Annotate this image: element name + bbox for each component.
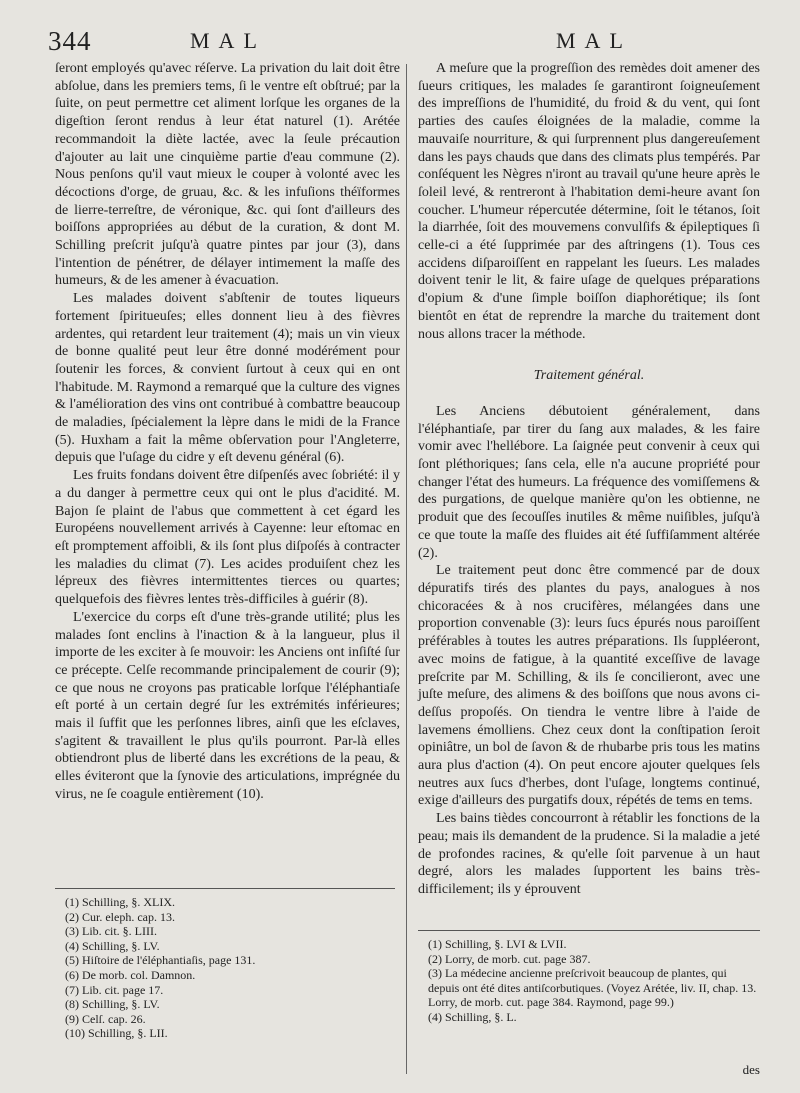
column-divider (406, 64, 407, 1074)
body-paragraph: Les Anciens débutoient généralement, dans l'éléphantiaſe, par tirer du ſang aux malades, & les faire vomir avec l'hellébore. La ſaignée peut convenir à ceux qui ſont pléthoriques; ſans cela, elle n'a aucune propriété pour changer l'état des humeurs. La fréquence des vomiſſemens & des purgations, de quelque manière qu'on les obtienne, ne produit que des ſecouſſes inutiles & même nuiſibles, juſqu'à ce que toute la maſſe des fluides ait été ſuffiſamment altérée (2). (418, 403, 760, 561)
footnote-rule (55, 888, 395, 889)
body-paragraph: ſeront employés qu'avec réſerve. La privation du lait doit être abſolue, dans les premiers tems, ſi le ventre eſt obſtrué; par la ſuite, on peut permettre cet aliment lorſque les organes de la digeſtion ſeront rendus à leur état naturel (1). Arétée recommandoit la diète lactée, avec la ſeule précaution d'ajouter au lait une cinquième partie d'eau commune (2). Nous penſons qu'il vaut mieux le couper à volonté avec les décoctions d'orge, de gruau, &c. & les infuſions théïformes de lierre-terreſtre, de véronique, &c. qui ſont d'ailleurs des boiſſons appropriées au début de la curation, & dont M. Schilling preſcrit juſqu'à quatre pintes par jour (3), dans l'intention de pénétrer, de délayer intimement la maſſe des humeurs, & de les amener à évacuation. (55, 61, 400, 289)
body-paragraph: A meſure que la progreſſion des remèdes doit amener des ſueurs critiques, les malades ſe garantiront ſoigneuſement des impreſſions de l'humidité, du froid & du vent, qui ſont parties des cauſes éloignées de la maladie, comme la mauvaiſe nourriture, & qui ſurprennent plus dangereuſement dans les pays chauds que dans des climats plus tempérés. Par conſéquent les Nègres n'iront au travail qu'une heure après le ſoleil levé, & rentreront à l'habitation demi-heure avant ſon coucher. L'humeur répercutée détermine, ſoit le tétanos, ſoit la diarrhée, ſoit des mouvemens convulſifs & épileptiques ſi celle-ci a été ſupprimée par des aſtringens (1). Tous ces accidens diſparoiſſent en rappelant les ſueurs. Les malades doivent tenir le lit, & faire uſage de quelques préparations d'opium & d'une ſimple boiſſon diaphorétique; ils ſont bientôt en état de reprendre la marche du traitement dont nous allons tracer la méthode. (418, 61, 760, 342)
left-footnotes (55, 888, 395, 1041)
right-column (418, 60, 760, 899)
footnote: (1) Schilling, §. LVI & LVII. (428, 937, 567, 951)
body-paragraph: L'exercice du corps eſt d'une très-grande utilité; plus les malades ſont enclins à l'inaction & à la langueur, plus il importe de les exciter à ſe mouvoir: les Anciens ont inſiſté ſur ce précepte. Celſe recommande principalement de courir (9); ce que nous ne croyons pas praticable lorſque l'éléphantiaſe eſt porté à un certain degré ſur les extrémités inférieures; mais il ſuffit que les perſonnes libres, ainſi que les eſclaves, s'agitent & travaillent le plus qu'ils pourront. Par-là elles obtiendront plus de liberté dans les excrétions de la peau, & elles éviteront que la ſynovie des articulations, imprégnée du virus, ne ſe coagule entièrement (10). (55, 609, 400, 802)
page-number: 344 (48, 26, 92, 56)
running-head-right: MAL (556, 28, 632, 53)
footnote: (5) Hiſtoire de l'éléphantiaſis, page 131. (65, 953, 256, 968)
running-head-left: MAL (190, 28, 266, 53)
catchword: des (742, 1062, 760, 1077)
footnote: (9) Celſ. cap. 26. (65, 1011, 146, 1026)
section-heading: Traitement général. (533, 368, 645, 384)
body-paragraph: Les bains tièdes concourront à rétablir les fonctions de la peau; mais ils demandent de la prudence. Si la maladie a jeté de profondes racines, & qu'elle ſoit parvenue à un haut degré, alors les malades ſupportent les bains très-difficilement; ils y éprouvent (418, 811, 760, 897)
page-header (48, 26, 788, 56)
body-paragraph: Le traitement peut donc être commencé par de doux dépuratifs tirés des plantes du pays, analogues à nos chicoracées & à nos crucifères, mélangées dans une proportion convenable (3): leurs ſucs épurés nous paroiſſent préférables à toutes les autres préparations. Ils ſuppléeront, avec moins de fatigue, à la quantité exceſſive de lavage preſcrite par M. Schilling, & ils ſe concilieront, avec une juſte meſure, des alimens & des boiſſons que nous avons ci-deſſus propoſés. On tiendra le ventre libre à l'aide de lavemens émolliens. Chez ceux dont la conſtipation ſeroit opiniâtre, un bol de ſavon & de rhubarbe pris tous les matins aura plus d'action (4). On peut encore ajouter quelques ſels neutres aux ſucs d'herbes, dont l'uſage, longtems continué, exige d'ailleurs des purgatifs doux, répétés de tems en tems. (418, 563, 760, 809)
footnote: (1) Schilling, §. XLIX. (65, 895, 175, 909)
footnote: (2) Lorry, de morb. cut. page 387. (428, 951, 591, 966)
body-paragraph: Les malades doivent s'abſtenir de toutes liqueurs fortement ſpiritueuſes; elles donnent lieu à des fièvres ardentes, qui retardent leur traitement (4); mais un vin vieux de bonne qualité peut leur être donné modérément pour ſoutenir les forces, & convient ſurtout à ceux qui en ont l'habitude. M. Raymond a remarqué que la culture des vignes & l'amélioration des vins ont contribué à combattre beaucoup de maladies, ſpécialement la lèpre dans le midi de la France (5). Huxham a fait la même obſervation pour l'Angleterre, depuis que l'uſage du cidre y eſt devenu général (6). (55, 291, 400, 466)
footnote: (3) La médecine ancienne preſcrivoit beaucoup de plantes, qui depuis ont été dites antiſcorbutiques. (Voyez Arétée, liv. II, chap. 13. Lorry, de morb. cut. page 384. Raymond, page 99.) (428, 966, 757, 1010)
footnote-rule (418, 930, 760, 931)
footnote: (2) Cur. eleph. cap. 13. (65, 909, 175, 924)
footnote: (3) Lib. cit. §. LIII. (65, 924, 157, 939)
body-paragraph: Les fruits fondans doivent être diſpenſés avec ſobriété: il y a du danger à permettre ceux qui ont le plus d'acidité. M. Bajon ſe plaint de l'abus que commettent à cet égard les Européens nouvellement arrivés à Cayenne: leur eſtomac en eſt promptement affoibli, & ils ſont plus diſpoſés à contracter les maladies du climat (7). Les acides produiſent chez les lépreux des fièvres intermittentes tierces ou quartes; quelquefois des fièvres lentes très-difficiles à guérir (8). (55, 468, 400, 608)
left-column (55, 60, 400, 804)
right-footnotes (418, 930, 760, 1025)
footnote: (4) Schilling, §. L. (428, 1009, 517, 1024)
footnote: (8) Schilling, §. LV. (65, 997, 160, 1012)
footnote: (10) Schilling, §. LII. (65, 1026, 168, 1041)
footnote: (7) Lib. cit. page 17. (65, 982, 164, 997)
footnote: (6) De morb. col. Damnon. (65, 967, 196, 982)
footnote: (4) Schilling, §. LV. (65, 938, 160, 953)
